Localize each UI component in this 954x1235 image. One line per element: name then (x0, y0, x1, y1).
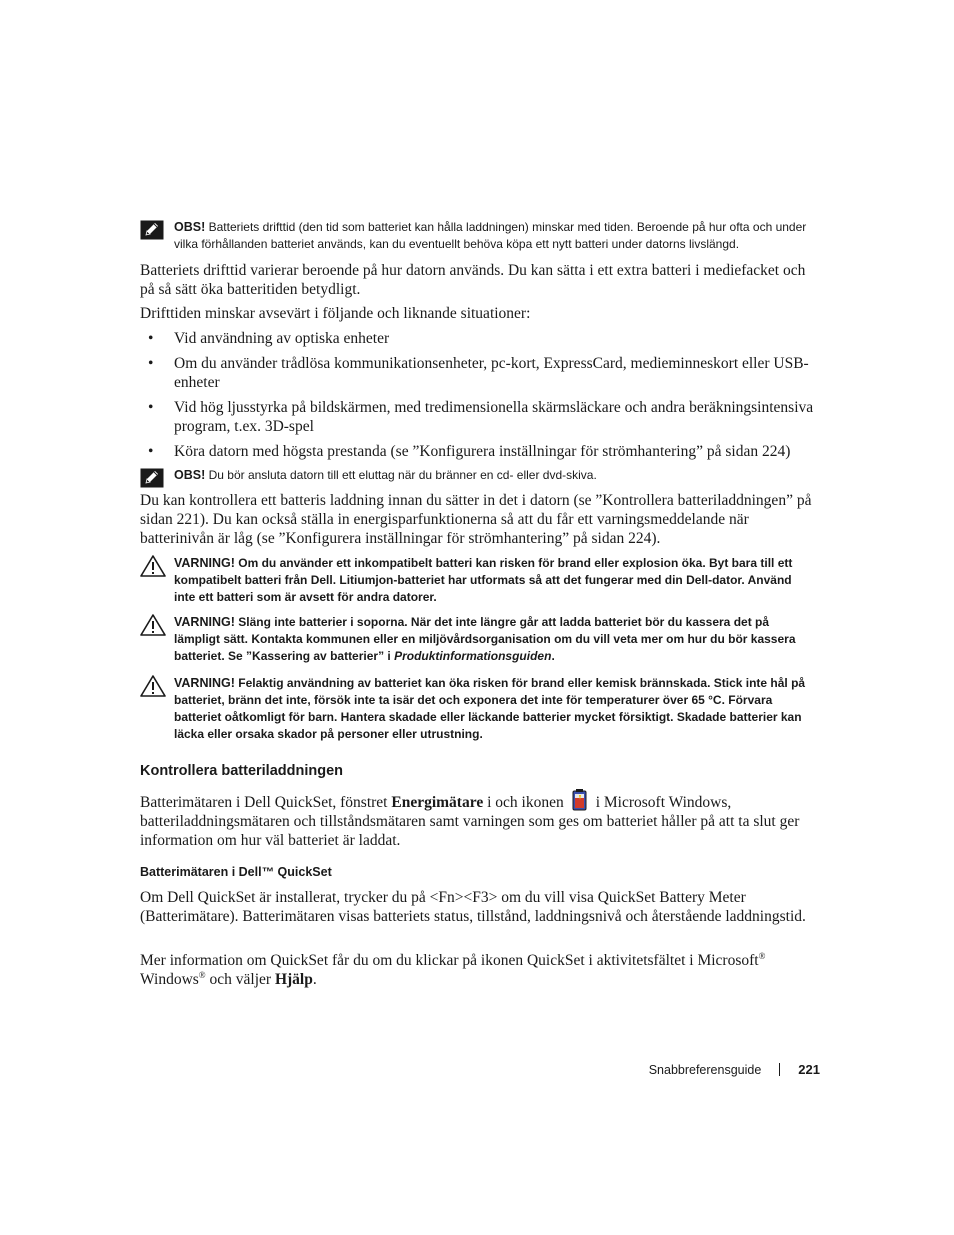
text-run: i och ikonen (483, 794, 564, 811)
paragraph (140, 951, 820, 989)
bullet-symbol: • (148, 330, 154, 347)
footer-divider (779, 1063, 780, 1076)
text-run: Windows (140, 971, 199, 988)
warning-end: . (551, 649, 555, 663)
warning-block (140, 614, 815, 665)
note-text: Batteriets drifttid (den tid som batteriet kan hålla laddningen) minskar med tiden. Beroende på hur ofta och under vilka förhållanden batteriet används, kan du eventuellt behöva köpa ett nytt batteri under datorns livslängd. (174, 220, 807, 251)
list-item-text: Vid användning av optiska enheter (174, 330, 390, 347)
bold-term: Hjälp (274, 971, 313, 988)
note-text: Du bör ansluta datorn till ett eluttag när du bränner en cd- eller dvd-skiva. (208, 468, 597, 482)
registered-mark: ® (758, 950, 766, 961)
warning-triangle-icon (140, 614, 166, 636)
footer-title: Snabbreferensguide (648, 1062, 762, 1077)
list-item (140, 329, 820, 348)
warning-label: VARNING! (174, 676, 235, 690)
paragraph: Drifttiden minskar avsevärt i följande och liknande situationer: (140, 305, 531, 322)
warning-label: VARNING! (174, 615, 235, 629)
list-item-text: Köra datorn med högsta prestanda (se ”Konfigurera inställningar för strömhantering” på sidan 224) (174, 443, 791, 460)
note-pencil-icon (140, 468, 164, 488)
list-item (140, 442, 820, 461)
note-label: OBS! (174, 220, 206, 234)
note-block (140, 467, 815, 484)
note-block (140, 219, 815, 253)
warning-text: Släng inte batterier i soporna. När det inte längre går att ladda batteriet bör du kassera det på lämpligt sätt. Kontakta kommunen eller en miljövårdsorganisation om du vill veta mer om hur du bör kassera batteriet. Se ”Kassering av batterier” i (174, 615, 796, 663)
text-run: i Microsoft Windows, batteriladdningsmätaren och tillståndsmätaren samt varningen som ges om batteriet håller på att ta slut ger information om hur väl batteriet är laddat. (140, 794, 800, 849)
note-label: OBS! (174, 468, 206, 482)
page-footer (649, 1062, 820, 1077)
page-number: 221 (798, 1062, 820, 1077)
list-item-text: Om du använder trådlösa kommunikationsenheter, pc-kort, ExpressCard, medieminneskort eller USB-enheter (174, 355, 809, 391)
text-run: . (312, 971, 317, 988)
warning-text: Felaktig användning av batteriet kan öka risken för brand eller kemisk brännskada. Stick inte hål på batteriet, bränn det inte, försök inte ta isär det och exponera det inte för temperaturer över 65 °C. Förvara batteriet oåtkomligt för barn. Hantera skadade eller läckande batterier mycket försiktigt. Skadade batterier kan läcka eller orsaka skador på personer eller utrustning. (174, 676, 806, 741)
list-item-text: Vid hög ljusstyrka på bildskärmen, med tredimensionella skärmsläckare och andra beräkningsintensiva program, t.ex. 3D-spel (174, 399, 814, 435)
text-run: och väljer (205, 971, 275, 988)
paragraph: Batteriets drifttid varierar beroende på hur datorn används. Du kan sätta i ett extra batteri i mediefacket och på så sätt öka batteritiden betydligt. (140, 262, 806, 298)
bold-term: Energimätare (391, 794, 484, 811)
bullet-symbol: • (148, 355, 154, 372)
warning-block (140, 675, 815, 743)
bullet-symbol: • (148, 443, 154, 460)
paragraph: Du kan kontrollera ett batteris laddning innan du sätter in det i datorn (se ”Kontrollera batteriladdningen” på sidan 221). Du kan också ställa in energisparfunktionerna så att du får ett varningsmeddelande när batterinivån är låg (se ”Konfigurera inställningar för strömhantering” på sidan 224). (140, 492, 812, 547)
bullet-symbol: • (148, 399, 154, 416)
battery-meter-icon (570, 788, 590, 812)
warning-label: VARNING! (174, 556, 235, 570)
warning-triangle-icon (140, 555, 166, 577)
warning-triangle-icon (140, 675, 166, 697)
list-item (140, 398, 820, 436)
list-item (140, 354, 820, 392)
warning-italic-text: Produktinformationsguiden (394, 649, 552, 663)
paragraph (140, 788, 820, 850)
warning-block (140, 555, 815, 606)
note-pencil-icon (140, 220, 164, 240)
text-run: Mer information om QuickSet får du om du klickar på ikonen QuickSet i aktivitetsfältet i Microsoft (140, 952, 759, 969)
registered-mark: ® (198, 969, 206, 980)
subsection-heading: Batterimätaren i Dell™ QuickSet (140, 865, 332, 879)
paragraph: Om Dell QuickSet är installerat, trycker du på <Fn><F3> om du vill visa QuickSet Battery Meter (Batterimätare). Batterimätaren visas batteriets status, tillstånd, laddningsnivå och återstående laddningstid. (140, 889, 806, 925)
warning-text: Om du använder ett inkompatibelt batteri kan risken för brand eller explosion öka. Byt bara till ett kompatibelt batteri från Dell. Litiumjon-batteriet har utformats så att det fungerar med din Dell-dator. Använd inte ett batteri som är avsett för andra datorer. (174, 556, 793, 604)
section-heading: Kontrollera batteriladdningen (140, 763, 344, 779)
text-run: Batterimätaren i Dell QuickSet, fönstret (140, 794, 392, 811)
